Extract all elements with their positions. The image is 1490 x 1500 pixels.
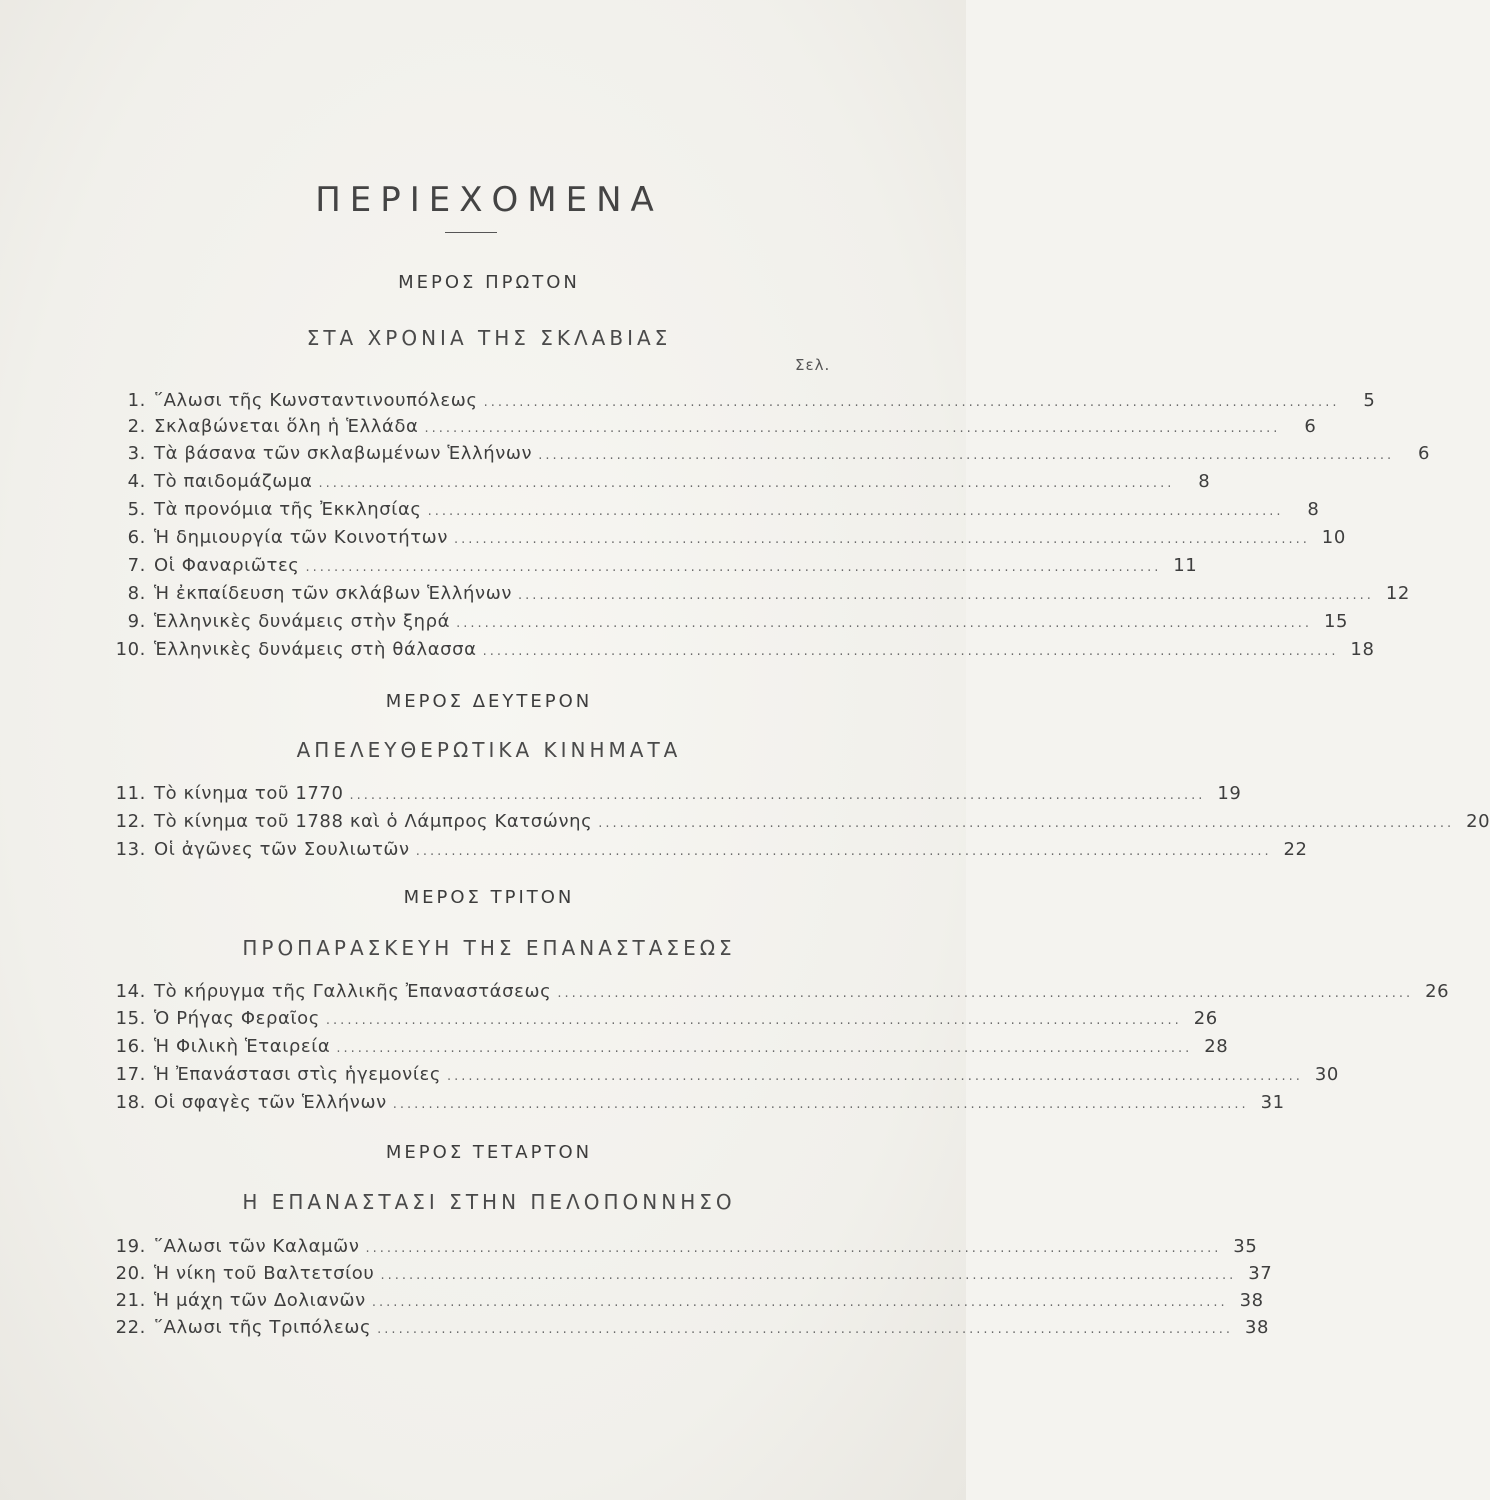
toc-entry-page: 38 <box>1239 1290 1264 1311</box>
toc-dot-leader: ........................................................................................................................ <box>598 816 1455 831</box>
toc-entry-3 <box>112 443 1431 469</box>
toc-entry-number: 6. <box>127 527 146 548</box>
toc-dot-leader: ........................................................................................................................ <box>456 616 1313 631</box>
toc-entry-number: 16. <box>115 1036 146 1057</box>
toc-entry-page: 37 <box>1248 1263 1273 1284</box>
section-title-2: ΑΠΕΛΕΥΘΕΡΩΤΙΚΑ ΚΙΝΗΜΑΤΑ <box>296 738 682 762</box>
toc-entry-title: Τὸ κήρυγμα τῆς Γαλλικῆς Ἐπαναστάσεως <box>154 981 552 1002</box>
toc-entry-10 <box>112 639 1375 665</box>
toc-entry-4 <box>112 471 1211 497</box>
toc-entry-page: 11 <box>1173 555 1198 576</box>
toc-entry-title: ῞Αλωσι τῶν Καλαμῶν <box>154 1236 360 1257</box>
toc-entry-5 <box>112 499 1320 525</box>
toc-dot-leader: ........................................................................................................................ <box>318 476 1175 491</box>
toc-entry-12 <box>112 811 1490 837</box>
toc-entry-number: 17. <box>115 1064 146 1085</box>
toc-entry-title: Τὸ κίνημα τοῦ 1788 καὶ ὁ Λάμπρος Κατσώνης <box>154 811 593 832</box>
toc-entry-page: 5 <box>1363 390 1376 411</box>
toc-entry-title: Τὸ κίνημα τοῦ 1770 <box>154 783 344 804</box>
toc-entry-page: 19 <box>1217 783 1242 804</box>
toc-entry-title: Ἡ δημιουργία τῶν Κοινοτήτων <box>154 527 448 548</box>
toc-entry-11 <box>112 783 1242 809</box>
toc-dot-leader: ........................................................................................................................ <box>365 1241 1222 1256</box>
toc-entry-18 <box>112 1092 1285 1118</box>
toc-dot-leader: ........................................................................................................................ <box>371 1295 1228 1310</box>
toc-entry-page: 12 <box>1385 583 1410 604</box>
toc-entry-21 <box>112 1290 1264 1316</box>
toc-dot-leader: ........................................................................................................................ <box>483 395 1340 410</box>
toc-entry-8 <box>112 583 1410 609</box>
part-heading-1: ΜΕΡΟΣ ΠΡΩΤΟΝ <box>398 272 580 293</box>
toc-entry-13 <box>112 839 1308 865</box>
toc-entry-page: 8 <box>1307 499 1320 520</box>
toc-entry-title: Οἱ Φαναριῶτες <box>154 555 300 576</box>
toc-entry-page: 31 <box>1260 1092 1285 1113</box>
toc-entry-number: 11. <box>115 783 146 804</box>
toc-entry-page: 26 <box>1193 1008 1218 1029</box>
toc-entry-7 <box>112 555 1198 581</box>
toc-dot-leader: ........................................................................................................................ <box>336 1041 1193 1056</box>
toc-entry-2 <box>112 416 1317 442</box>
toc-entry-page: 6 <box>1304 416 1317 437</box>
page-column-label: Σελ. <box>795 356 831 374</box>
toc-entry-19 <box>112 1236 1258 1262</box>
toc-dot-leader: ........................................................................................................................ <box>325 1013 1182 1028</box>
toc-dot-leader: ........................................................................................................................ <box>415 844 1272 859</box>
section-title-3: ΠΡΟΠΑΡΑΣΚΕΥΗ ΤΗΣ ΕΠΑΝΑΣΤΑΣΕΩΣ <box>242 936 736 960</box>
toc-entry-page: 28 <box>1204 1036 1229 1057</box>
toc-entry-number: 5. <box>127 499 146 520</box>
toc-entry-page: 10 <box>1321 527 1346 548</box>
toc-dot-leader: ........................................................................................................................ <box>377 1322 1234 1337</box>
title-underline <box>445 232 497 233</box>
toc-entry-title: Σκλαβώνεται ὅλη ἡ Ἑλλάδα <box>154 416 419 437</box>
toc-dot-leader: ........................................................................................................................ <box>453 532 1310 547</box>
toc-dot-leader: ........................................................................................................................ <box>392 1097 1249 1112</box>
toc-entry-title: Τὰ βάσανα τῶν σκλαβωμένων Ἑλλήνων <box>154 443 533 464</box>
toc-entry-16 <box>112 1036 1229 1062</box>
part-heading-2: ΜΕΡΟΣ ΔΕΥΤΕΡΟΝ <box>385 691 593 712</box>
toc-entry-title: ῞Αλωσι τῆς Κωνσταντινουπόλεως <box>154 390 478 411</box>
toc-entry-title: Οἱ σφαγὲς τῶν Ἑλλήνων <box>154 1092 387 1113</box>
toc-dot-leader: ........................................................................................................................ <box>447 1069 1303 1084</box>
toc-entry-page: 18 <box>1350 639 1375 660</box>
toc-entry-title: Ἑλληνικὲς δυνάμεις στὴ θάλασσα <box>154 639 477 660</box>
section-title-4: Η ΕΠΑΝΑΣΤΑΣΙ ΣΤΗΝ ΠΕΛΟΠΟΝΝΗΣΟ <box>242 1190 736 1214</box>
toc-entry-page: 6 <box>1418 443 1431 464</box>
toc-entry-number: 15. <box>115 1008 146 1029</box>
toc-entry-number: 22. <box>115 1317 146 1338</box>
toc-entry-page: 30 <box>1314 1064 1339 1085</box>
toc-entry-title: Ἡ νίκη τοῦ Βαλτετσίου <box>154 1263 375 1284</box>
toc-entry-title: Τὰ προνόμια τῆς Ἐκκλησίας <box>154 499 422 520</box>
toc-entry-page: 38 <box>1244 1317 1270 1338</box>
toc-entry-number: 9. <box>127 611 146 632</box>
toc-entry-title: ῞Αλωσι τῆς Τριπόλεως <box>154 1317 372 1338</box>
toc-entry-page: 20 <box>1466 811 1490 832</box>
toc-dot-leader: ........................................................................................................................ <box>427 504 1284 519</box>
toc-entry-title: Ἑλληνικὲς δυνάμεις στὴν ξηρά <box>154 611 451 632</box>
toc-dot-leader: ........................................................................................................................ <box>557 986 1414 1001</box>
toc-entry-number: 4. <box>127 471 146 492</box>
toc-entry-page: 8 <box>1198 471 1211 492</box>
toc-entry-number: 3. <box>127 443 146 464</box>
toc-entry-9 <box>112 611 1349 637</box>
toc-entry-1 <box>112 390 1376 416</box>
toc-dot-leader: ........................................................................................................................ <box>305 560 1162 575</box>
toc-entry-20 <box>112 1263 1273 1289</box>
toc-entry-number: 19. <box>115 1236 146 1257</box>
toc-entry-number: 13. <box>115 839 146 860</box>
toc-entry-page: 22 <box>1283 839 1308 860</box>
toc-dot-leader: ........................................................................................................................ <box>349 788 1206 803</box>
toc-dot-leader: ........................................................................................................................ <box>482 644 1339 659</box>
toc-entry-number: 8. <box>127 583 146 604</box>
toc-entry-15 <box>112 1008 1218 1034</box>
part-heading-4: ΜΕΡΟΣ ΤΕΤΑΡΤΟΝ <box>385 1142 593 1163</box>
toc-entry-page: 26 <box>1425 981 1450 1002</box>
toc-entry-number: 10. <box>115 639 146 660</box>
toc-entry-17 <box>112 1064 1339 1090</box>
page-title: ΠΕΡΙΕΧΟΜΕΝΑ <box>315 180 663 220</box>
toc-entry-number: 1. <box>127 390 146 411</box>
toc-entry-22 <box>112 1317 1270 1343</box>
toc-entry-number: 18. <box>115 1092 146 1113</box>
toc-entry-title: Τὸ παιδομάζωμα <box>154 471 313 492</box>
toc-entry-number: 7. <box>127 555 146 576</box>
toc-entry-page: 35 <box>1233 1236 1258 1257</box>
toc-entry-number: 2. <box>127 416 146 437</box>
toc-entry-number: 14. <box>115 981 146 1002</box>
toc-entry-title: Οἱ ἀγῶνες τῶν Σουλιωτῶν <box>154 839 410 860</box>
toc-entry-title: Ὁ Ρήγας Φεραῖος <box>154 1008 320 1029</box>
section-title-1: ΣΤΑ ΧΡΟΝΙΑ ΤΗΣ ΣΚΛΑΒΙΑΣ <box>306 326 672 350</box>
toc-entry-6 <box>112 527 1346 553</box>
toc-entry-title: Ἡ Ἐπανάστασι στὶς ἡγεμονίες <box>154 1064 442 1085</box>
toc-entry-number: 20. <box>115 1263 146 1284</box>
toc-entry-number: 21. <box>115 1290 146 1311</box>
toc-dot-leader: ........................................................................................................................ <box>424 421 1281 436</box>
toc-dot-leader: ........................................................................................................................ <box>518 588 1374 603</box>
toc-entry-title: Ἡ ἐκπαίδευση τῶν σκλάβων Ἑλλήνων <box>154 583 513 604</box>
toc-entry-number: 12. <box>115 811 146 832</box>
toc-entry-page: 15 <box>1323 611 1349 632</box>
toc-dot-leader: ........................................................................................................................ <box>380 1268 1237 1283</box>
toc-entry-title: Ἡ μάχη τῶν Δολιανῶν <box>154 1290 366 1311</box>
toc-dot-leader: ........................................................................................................................ <box>538 448 1395 463</box>
part-heading-3: ΜΕΡΟΣ ΤΡΙΤΟΝ <box>403 887 575 908</box>
toc-entry-14 <box>112 981 1450 1007</box>
toc-entry-title: Ἡ Φιλικὴ Ἑταιρεία <box>154 1036 331 1057</box>
